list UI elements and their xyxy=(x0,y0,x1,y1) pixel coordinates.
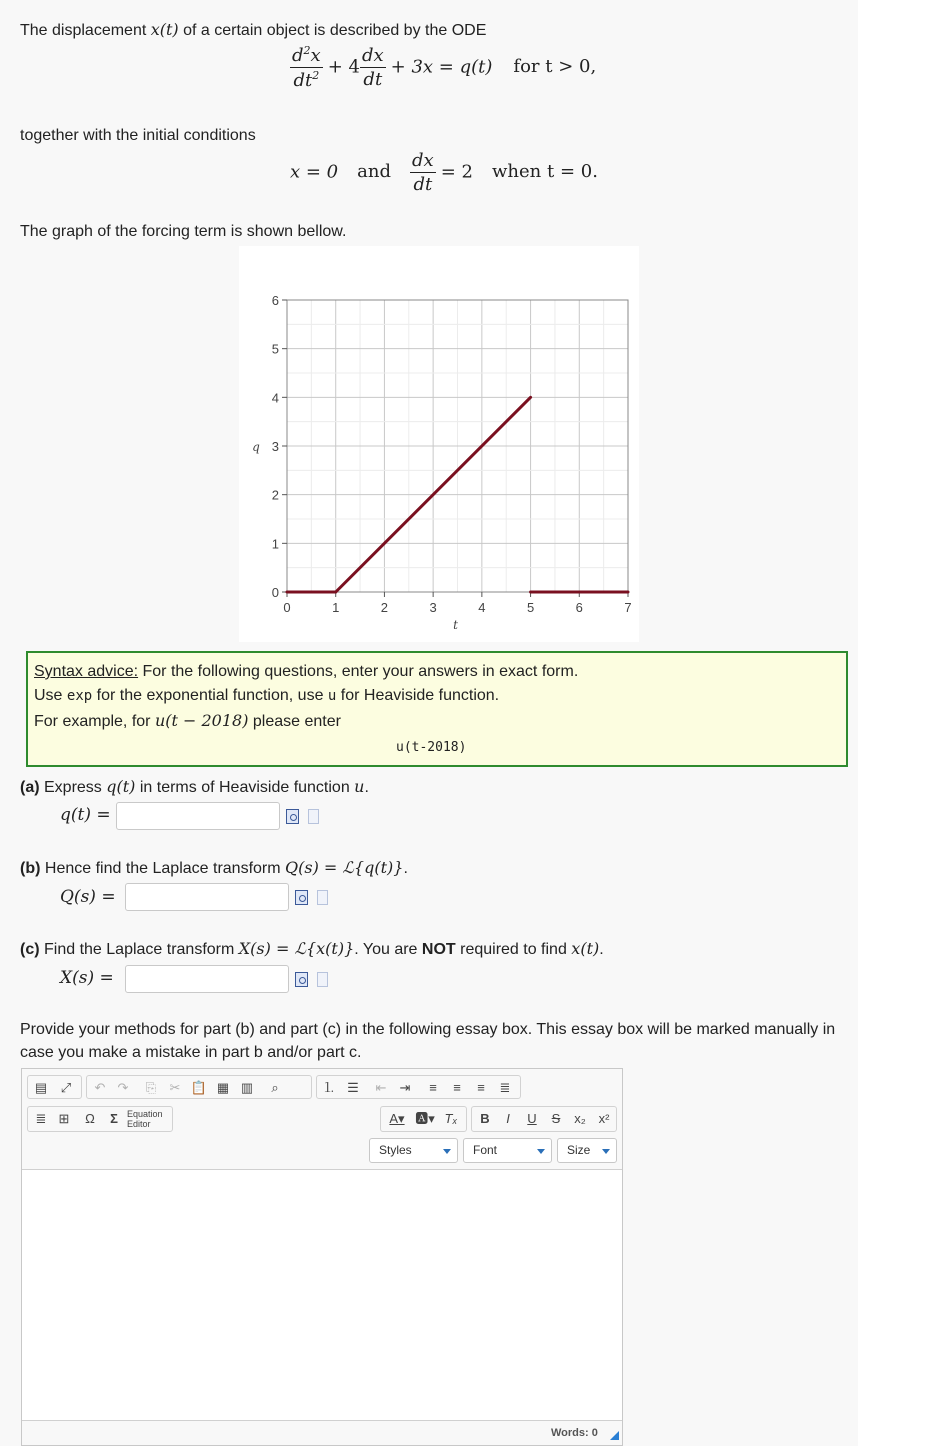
cut-icon[interactable]: ✂ xyxy=(169,1080,181,1095)
x-tick-label: 3 xyxy=(429,600,437,615)
ode-condition: for t > 0, xyxy=(513,56,597,78)
x-tick-label: 7 xyxy=(624,600,632,615)
code-u: u xyxy=(327,688,337,704)
part-c-question: (c) Find the Laplace transform X(s) = ℒ{x(t)}. You are NOT required to find x(t). xyxy=(20,939,604,958)
x-tick-label: 1 xyxy=(332,600,340,615)
bold-icon[interactable]: B xyxy=(480,1111,490,1126)
part-c-preview-icon[interactable] xyxy=(295,972,308,987)
indent-icon[interactable]: ⇥ xyxy=(399,1080,411,1095)
part-a-label: (a) xyxy=(20,779,40,796)
bulleted-list-icon[interactable]: ☰ xyxy=(347,1080,359,1095)
align-center-icon[interactable]: ≡ xyxy=(453,1080,461,1095)
code-exp: exp xyxy=(66,688,93,704)
sigma-equation-icon[interactable]: Σ xyxy=(110,1111,118,1126)
part-a-question: (a) Express q(t) in terms of Heaviside function u. xyxy=(20,777,369,796)
underline-icon[interactable]: U xyxy=(527,1111,537,1126)
x-tick-label: 6 xyxy=(575,600,583,615)
x-tick-label: 4 xyxy=(478,600,486,615)
syntax-line2: Use exp for the exponential function, use u for Heaviside function. xyxy=(34,687,500,704)
maximize-icon[interactable]: ⤢ xyxy=(60,1080,72,1095)
essay-instruction-line1: Provide your methods for part (b) and part (c) in the following essay box. This essay box will be marked manually in xyxy=(20,1021,836,1038)
forcing-term-graph xyxy=(239,246,639,642)
redo-icon[interactable]: ↷ xyxy=(117,1080,129,1095)
align-left-icon[interactable]: ≡ xyxy=(429,1080,437,1095)
paste-word-icon[interactable]: ▥ xyxy=(240,1080,254,1095)
syntax-line3: For example, for u(t − 2018) please enter xyxy=(34,711,341,730)
chevron-down-icon xyxy=(602,1149,610,1154)
font-dropdown[interactable]: Font xyxy=(463,1138,552,1163)
superscript-icon[interactable]: x² xyxy=(598,1111,610,1126)
part-b-question: (b) Hence find the Laplace transform Q(s) = ℒ{q(t)}. xyxy=(20,858,408,877)
part-b-format-icon[interactable] xyxy=(317,890,328,905)
background-color-icon[interactable]: 🅰▾ xyxy=(415,1111,435,1126)
intro-prefix: The displacement xyxy=(20,22,151,39)
syntax-line1: Syntax advice: For the following questions, enter your answers in exact form. xyxy=(34,663,579,680)
part-b-preview-icon[interactable] xyxy=(295,890,308,905)
essay-instruction-line2: case you make a mistake in part b and/or part c. xyxy=(20,1044,362,1061)
text-color-icon[interactable]: A▾ xyxy=(389,1111,405,1126)
remove-format-icon[interactable]: Tₓ xyxy=(444,1111,458,1126)
chevron-down-icon xyxy=(443,1149,451,1154)
y-tick-label: 4 xyxy=(271,390,279,406)
y-axis-label: q xyxy=(252,440,260,454)
part-a-answer-input[interactable] xyxy=(116,802,280,830)
toolbar-group-clipboard xyxy=(86,1075,312,1099)
ode-plus4: + 4 xyxy=(327,56,360,78)
undo-icon[interactable]: ↶ xyxy=(94,1080,106,1095)
size-dropdown[interactable]: Size xyxy=(557,1138,617,1163)
intro-suffix: of a certain object is described by the ODE xyxy=(178,22,487,39)
resize-handle-icon[interactable] xyxy=(610,1431,619,1440)
editor-toolbar xyxy=(22,1069,622,1170)
part-a-prompt: q(t) = xyxy=(60,805,111,825)
chevron-down-icon xyxy=(537,1149,545,1154)
horizontal-rule-icon[interactable]: ≣ xyxy=(35,1111,47,1126)
x-tick-label: 0 xyxy=(283,600,291,615)
subscript-icon[interactable]: x₂ xyxy=(574,1111,586,1126)
part-a-preview-icon[interactable] xyxy=(286,809,299,824)
source-icon[interactable]: ▤ xyxy=(34,1080,48,1095)
initial-conditions xyxy=(290,150,598,195)
part-a-format-icon[interactable] xyxy=(308,809,319,824)
ic-when: when t = 0. xyxy=(492,161,598,183)
align-right-icon[interactable]: ≡ xyxy=(477,1080,485,1095)
y-tick-label: 2 xyxy=(271,487,279,503)
styles-dropdown[interactable]: Styles xyxy=(369,1138,458,1163)
strike-icon[interactable]: S xyxy=(551,1111,561,1126)
essay-editor xyxy=(21,1068,623,1446)
syntax-heading: Syntax advice: xyxy=(34,663,139,680)
toolbar-group-document xyxy=(27,1075,82,1099)
chart-svg xyxy=(239,246,639,642)
table-icon[interactable]: ⊞ xyxy=(58,1111,70,1126)
justify-icon[interactable]: ≣ xyxy=(499,1080,511,1095)
y-tick-label: 1 xyxy=(271,536,279,552)
graph-intro: The graph of the forcing term is shown bellow. xyxy=(20,223,347,240)
ic-eq2: = 2 xyxy=(440,161,473,183)
ode-rest: + 3x = q(t) xyxy=(390,56,493,78)
toolbar-group-insert xyxy=(27,1106,173,1132)
y-tick-label: 3 xyxy=(271,439,279,454)
ode-equation xyxy=(290,44,596,91)
omega-special-char-icon[interactable]: Ω xyxy=(85,1111,95,1126)
toolbar-group-color xyxy=(380,1106,467,1132)
ic-intro: together with the initial conditions xyxy=(20,127,256,144)
x-tick-label: 5 xyxy=(526,600,535,615)
second-derivative-frac: $\frac{d^2x}{dt^2}$ xyxy=(292,44,321,91)
ic-x0: x = 0 xyxy=(290,161,339,183)
y-tick-label: 5 xyxy=(271,341,279,357)
part-b-answer-input[interactable] xyxy=(125,883,289,911)
part-c-format-icon[interactable] xyxy=(317,972,328,987)
syntax-advice-box xyxy=(26,651,848,767)
first-derivative-frac: $\frac{dx}{dt}$ xyxy=(361,45,384,90)
x-axis-label: t xyxy=(453,618,458,632)
example-math: u(t − 2018) xyxy=(154,711,249,730)
editor-statusbar xyxy=(22,1420,622,1445)
intro-text xyxy=(20,20,486,40)
essay-textarea[interactable] xyxy=(22,1170,622,1420)
paste-icon[interactable]: 📋 xyxy=(190,1080,208,1095)
part-b-prompt: Q(s) = xyxy=(60,887,116,907)
intro-var: x(t) xyxy=(150,20,179,39)
ic-and: and xyxy=(357,161,392,183)
y-tick-label: 6 xyxy=(271,293,279,308)
equation-editor-button[interactable]: Equation Editor xyxy=(127,1109,163,1129)
italic-icon[interactable]: I xyxy=(506,1111,510,1126)
paste-text-icon[interactable]: ▦ xyxy=(216,1080,230,1095)
numbered-list-icon[interactable]: ⒈ xyxy=(322,1080,336,1095)
part-c-answer-input[interactable] xyxy=(125,965,289,993)
x-tick-label: 2 xyxy=(380,600,389,615)
copy-icon[interactable]: ⎘ xyxy=(145,1080,157,1095)
syntax-example-code: u(t-2018) xyxy=(396,740,467,755)
word-count: Words: 0 xyxy=(551,1427,598,1439)
outdent-icon[interactable]: ⇤ xyxy=(375,1080,387,1095)
part-b-label: (b) xyxy=(20,860,41,877)
ic-derivative-frac: $\frac{dx}{dt}$ xyxy=(412,150,434,195)
find-icon[interactable]: ⌕ xyxy=(271,1080,279,1095)
part-c-label: (c) xyxy=(20,941,40,958)
y-tick-label: 0 xyxy=(271,585,279,600)
part-c-prompt: X(s) = xyxy=(60,968,114,988)
toolbar-group-paragraph xyxy=(316,1075,521,1099)
toolbar-group-basicstyles xyxy=(471,1106,617,1132)
